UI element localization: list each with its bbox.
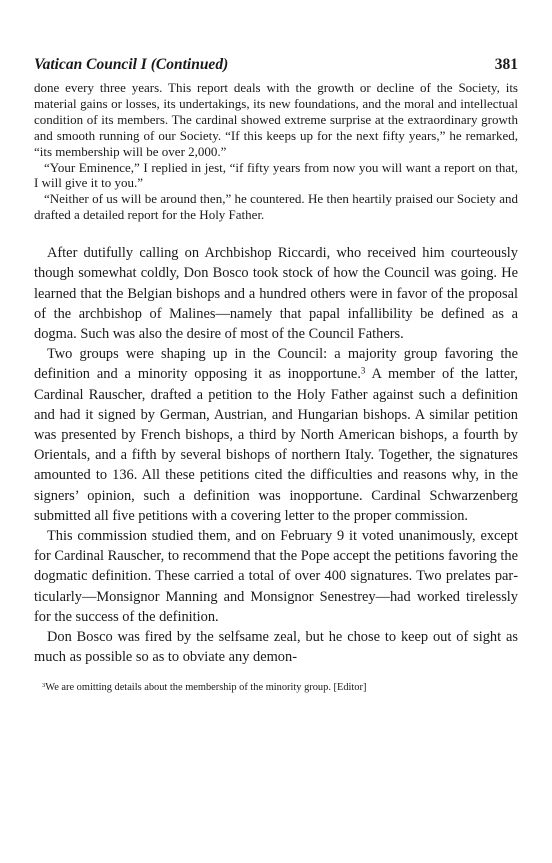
footnote-mark: 3	[42, 682, 46, 690]
running-head	[34, 56, 518, 74]
paragraph-text: A member of the latter, Cardinal Rauscher, drafted a petition to the Holy Father against such a definition and had it signed by German, Austrian, and Hungarian bishops. A similar petition was presented by French bishops, a third by North American bishops, a fourth by Orientals, and a fifth by several bishops of northern Italy. Together, the signatures amounted to 136. All these petitions cited the difficulties and reasons why, in the signers’ opinion, such a definition was inopportune. Cardinal Schwarzenberg submitted all five petitions with a covering letter to the proper commission.	[34, 366, 519, 524]
footnote-text: We are omitting details about the membership of the minority group. [Editor]	[45, 682, 367, 694]
paragraph: done every three years. This report deals with the growth or decline of the Society, its material gains or losses, its undertakings, its new foundations, and the moral and intellectual condition of its members. The cardinal showed extreme surprise at the extraordinary growth and smooth running of our Society. “If this keeps up for the next fifty years,” he remarked, “its membership will be over 2,000.”	[34, 80, 518, 159]
quoted-report-passage	[34, 80, 518, 223]
paragraph: “Neither of us will be around then,” he countered. He then heartily praised our Society and drafted a detailed report for the Holy Father.	[34, 191, 518, 223]
paragraph: This commission studied them, and on February 9 it voted unanimously, except for Cardinal Rauscher, to recommend that the Pope accept the petitions favoring the dogmatic definition. These carried a total of over 400 signatures. Two prelates particularly—Monsignor Manning and Monsignor Senestrey—had worked tirelessly for the success of the definition.	[34, 528, 518, 625]
paragraph	[34, 344, 518, 526]
paragraph-text: Two groups were shaping up in the Council: a majority group favoring the definition and a minority opposing it as inopportune.	[34, 346, 518, 383]
main-text	[34, 243, 518, 667]
book-page	[34, 56, 518, 694]
paragraph: “Your Eminence,” I replied in jest, “if fifty years from now you will want a report on that, I will give it to you.”	[34, 159, 518, 191]
page-number: 381	[494, 56, 518, 73]
footnote-reference: 3	[360, 365, 366, 376]
paragraph: Don Bosco was fired by the selfsame zeal, but he chose to keep out of sight as much as possible so as to obviate any demon-	[34, 629, 518, 666]
footnote	[34, 681, 518, 694]
running-title: Vatican Council I (Continued)	[34, 56, 229, 73]
paragraph: After dutifully calling on Archbishop Riccardi, who received him courteously though somewhat coldly, Don Bosco took stock of how the Council was going. He learned that the Belgian bishops and a hundred others were in favor of the proposal of the archbishop of Malines—namely that papal infallibility be defined as a dogma. Such was also the desire of most of the Council Fathers.	[34, 245, 518, 342]
